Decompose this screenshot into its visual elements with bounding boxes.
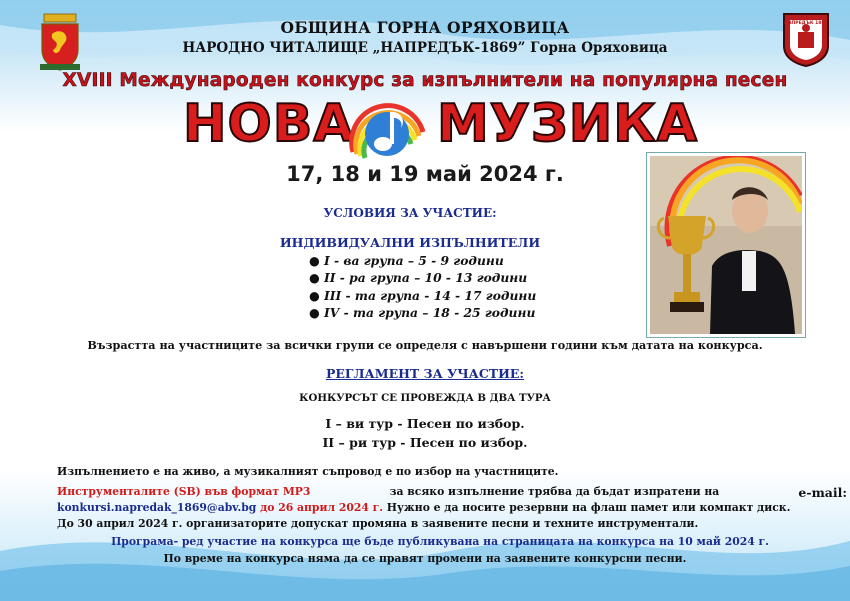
no-changes-note: По време на конкурса няма да се правят промени на заявените конкурсни песни. bbox=[163, 552, 687, 565]
submission-deadline: до 26 април 2024 г. bbox=[260, 501, 384, 514]
instrumentals-line bbox=[57, 485, 847, 500]
contact-email-link[interactable]: konkursi.napredak_1869@abv.bg bbox=[57, 501, 257, 514]
age-group-item: ● IV - та група – 18 - 25 години bbox=[309, 304, 536, 320]
backup-media-note: Нужно е да носите резервни на флаш памет или компакт диск. bbox=[386, 501, 791, 514]
logo-word-nova: НОВА bbox=[183, 94, 355, 154]
music-note-rainbow-icon bbox=[345, 94, 431, 166]
program-publication-note: Програма- ред участие на конкурса ще бъде публикувана на страницата на конкурса на 10 май 2024 г. bbox=[111, 535, 769, 548]
organizer-name: НАРОДНО ЧИТАЛИЩЕ „НАПРЕДЪК-1869” Горна Оряховица bbox=[182, 40, 668, 56]
age-group-item: ● II - ра група – 10 - 13 години bbox=[309, 270, 528, 286]
individual-performers-heading: ИНДИВИДУАЛНИ ИЗПЪЛНИТЕЛИ bbox=[279, 235, 541, 250]
song-change-note: До 30 април 2024 г. организаторите допускат промяна в заявените песни и техните инструментали. bbox=[57, 517, 699, 530]
conditions-heading: УСЛОВИЯ ЗА УЧАСТИЕ: bbox=[323, 206, 497, 220]
two-rounds-note: КОНКУРСЪТ СЕ ПРОВЕЖДА В ДВА ТУРА bbox=[299, 392, 551, 404]
round-one: I – ви тур - Песен по избор. bbox=[325, 416, 525, 431]
live-performance-note: Изпълнението е на живо, а музикалният съпровод е по избор на участниците. bbox=[57, 465, 559, 478]
instrumentals-send-note: за всяко изпълнение трябва да бъдат изпратени на bbox=[389, 485, 720, 498]
municipality-name: ОБЩИНА ГОРНА ОРЯХОВИЦА bbox=[280, 18, 570, 37]
event-dates: 17, 18 и 19 май 2024 г. bbox=[286, 162, 564, 186]
age-group-item: ● I - ва група – 5 - 9 години bbox=[309, 253, 504, 268]
logo-word-muzika: МУЗИКА bbox=[437, 94, 699, 154]
age-group-item: ● III - та група - 14 - 17 години bbox=[309, 287, 537, 303]
email-label: e-mail: bbox=[798, 485, 847, 500]
regulation-heading: РЕГЛАМЕНТ ЗА УЧАСТИЕ: bbox=[325, 366, 525, 381]
contest-title: XVIII Международен конкурс за изпълнители на популярна песен bbox=[62, 70, 788, 91]
emblem-caption: НАПРЕДЪК 1869 bbox=[784, 21, 828, 26]
age-groups-list bbox=[309, 252, 536, 321]
email-deadline-line bbox=[57, 501, 790, 514]
instrumentals-format: Инструменталите (SB) във формат MP3 bbox=[57, 485, 311, 498]
age-note: Възрастта на участниците за всички групи се определя с навършени години към датата на конкурса. bbox=[87, 338, 763, 352]
round-two: II – ри тур - Песен по избор. bbox=[322, 435, 528, 450]
